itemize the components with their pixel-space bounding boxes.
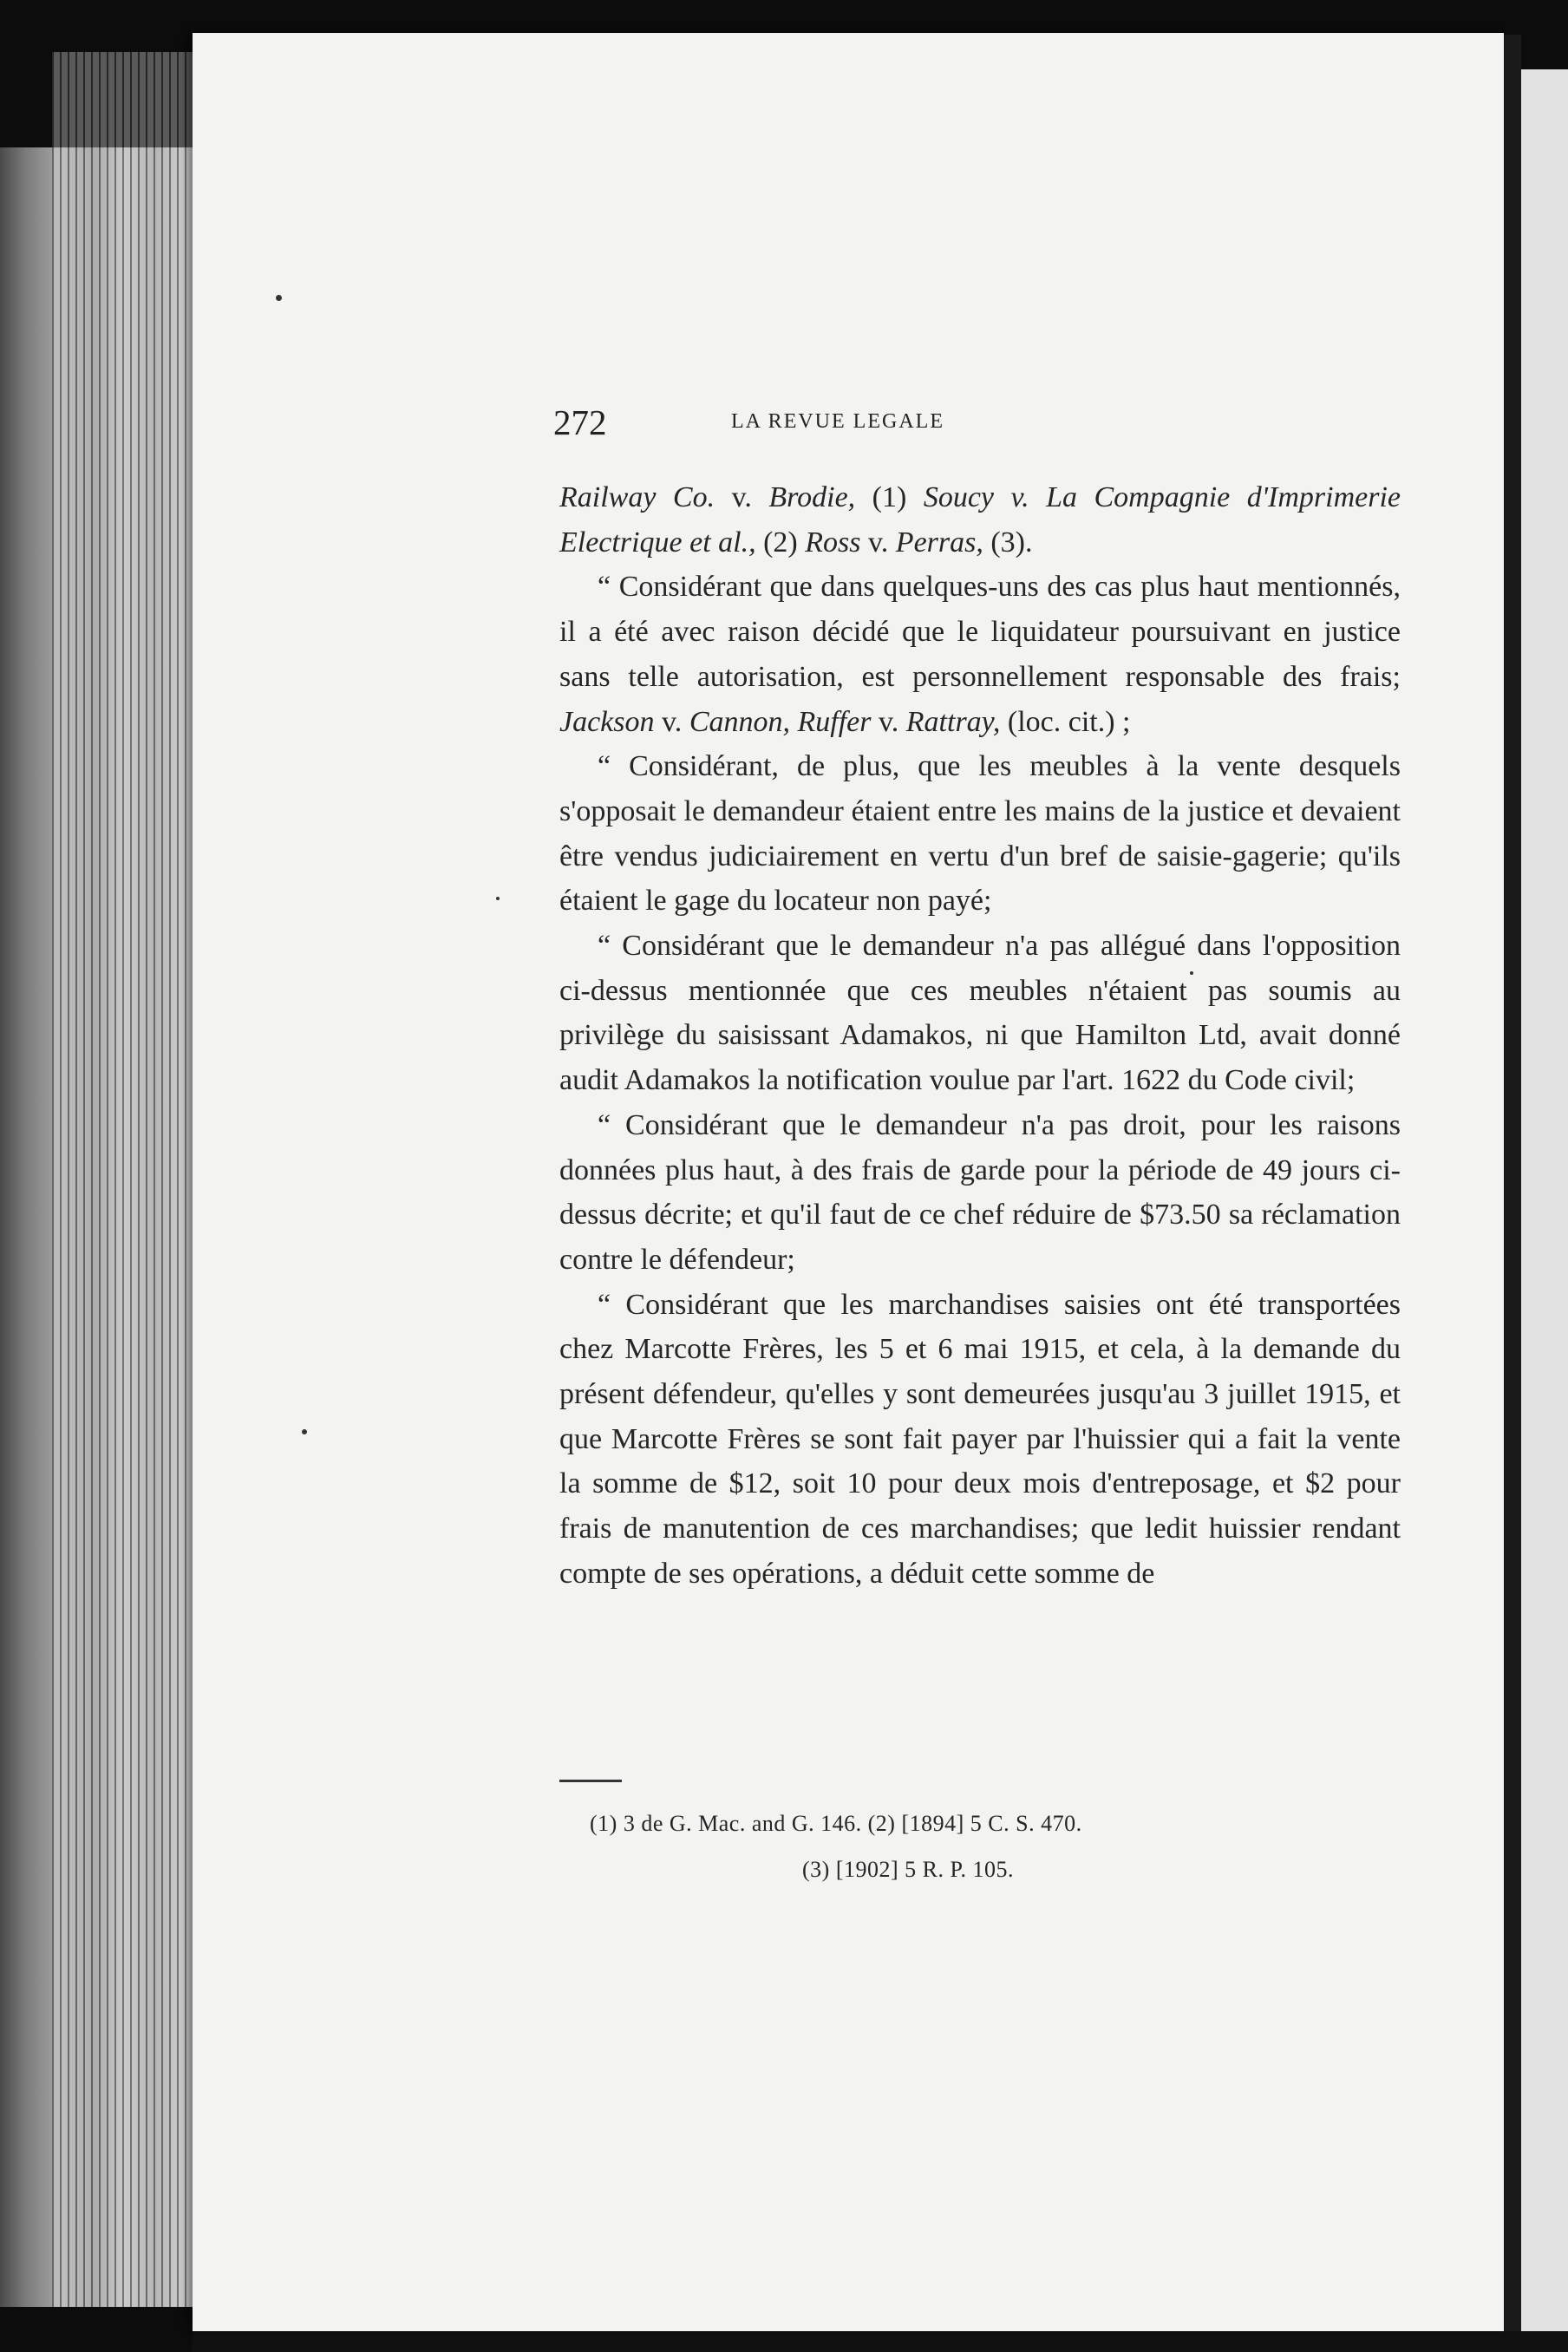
case-name: Ross (805, 526, 861, 559)
page-stack-lines (52, 52, 199, 2307)
text-run: (1) (855, 481, 924, 513)
footnote-line-1: (1) 3 de G. Mac. and G. 146. (2) [1894] 5 C. S. 470. (590, 1811, 1082, 1836)
text-run: v. (860, 526, 896, 559)
case-name: Perras, (895, 526, 983, 559)
case-name: Jackson (559, 705, 655, 738)
dust-speck (496, 897, 500, 900)
page-number: 272 (553, 402, 607, 442)
bottom-shadow (193, 2331, 1568, 2352)
binding-shadow (1504, 35, 1521, 2333)
paragraph-considerant-2: “ Considérant, de plus, que les meubles à la vente desquels s'opposait le demandeur étaient entre les mains de la justice et devaient être vendus judiciairement en vertu d'un bref de saisie-gagerie; qu'ils étaient le gage du locateur non payé; (559, 750, 1401, 918)
text-run: v. (871, 705, 906, 738)
body-text (559, 475, 1401, 1597)
case-name: Brodie, (768, 481, 856, 513)
case-name: Cannon, Ruffer (689, 705, 872, 738)
dust-speck (302, 1429, 307, 1434)
text-run: (3). (983, 526, 1033, 559)
text-run: “ Considérant que dans quelques-uns des cas plus haut mentionnés, il a été avec raison décidé que le liquidateur poursuivant en justice sans telle autorisation, est personnellement responsable des frais; (559, 571, 1401, 693)
text-run: v. (654, 705, 689, 738)
page-header (553, 402, 1122, 454)
paragraph-considerant-1 (559, 565, 1401, 744)
paragraph-citations (559, 475, 1401, 565)
text-run: (loc. cit.) ; (1000, 705, 1131, 738)
paragraph-considerant-4: “ Considérant que le demandeur n'a pas droit, pour les raisons données plus haut, à des frais de garde pour la période de 49 jours ci-dessus décrite; et qu'il faut de ce chef réduire de $73.50 sa réclamation contre le défendeur; (559, 1108, 1401, 1276)
footnote-rule (559, 1780, 622, 1782)
text-run: v. (715, 481, 769, 513)
case-name: Railway Co. (559, 481, 715, 513)
footnote-line-2: (3) [1902] 5 R. P. 105. (802, 1857, 1015, 1882)
text-run: (2) (755, 526, 806, 559)
paragraph-considerant-5: “ Considérant que les marchandises saisies ont été transportées chez Marcotte Frères, les 5 et 6 mai 1915, et cela, à la demande du présent défendeur, qu'elles y sont demeurées jusqu'au 3 juillet 1915, et que Marcotte Frères se sont fait payer par l'huissier qui a fait la vente la somme de $12, soit 10 pour deux mois d'entreposage, et $2 pour frais de manutention de ces marchandises; que ledit huissier rendant compte de ses opérations, a déduit cette somme de (559, 1288, 1401, 1590)
adjacent-page-edge (1521, 69, 1568, 2352)
dust-speck (276, 295, 282, 301)
running-title: LA REVUE LEGALE (731, 410, 944, 433)
case-name: Rattray, (905, 705, 1001, 738)
case-name: Soucy v. La Compagnie d'Imprimerie Electrique et al., (559, 481, 1401, 559)
paragraph-considerant-3: “ Considérant que le demandeur n'a pas allégué dans l'opposition ci-dessus mentionnée que ces meubles n'étaient pas soumis au privilège du saisissant Adamakos, ni que Hamilton Ltd, avait donné audit Adamakos la notification voulue par l'art. 1622 du Code civil; (559, 930, 1401, 1097)
